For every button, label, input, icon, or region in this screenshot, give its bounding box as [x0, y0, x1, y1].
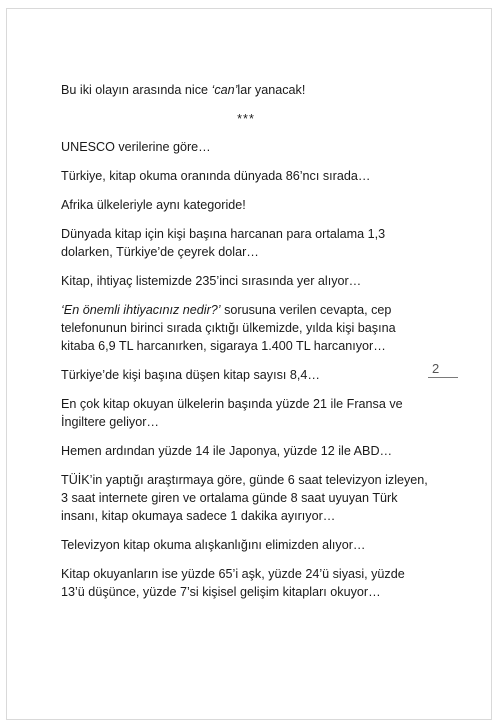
paragraph-12: Televizyon kitap okuma alışkanlığını elimizden alıyor…	[61, 538, 366, 552]
page-content	[61, 81, 431, 612]
section-separator: ***	[237, 112, 255, 126]
paragraph-6: Kitap, ihtiyaç listemizde 235’inci sırasında yer alıyor…	[61, 274, 362, 288]
paragraph-1: Bu iki olayın arasında nice ‘can’lar yanacak!	[61, 83, 306, 97]
document-page	[6, 8, 492, 720]
paragraph-9: En çok kitap okuyan ülkelerin başında yüzde 21 ile Fransa ve İngiltere geliyor…	[61, 397, 403, 429]
paragraph-13: Kitap okuyanların ise yüzde 65’i aşk, yüzde 24’ü siyasi, yüzde 13’ü düşünce, yüzde 7’si kişisel gelişim kitapları okuyor…	[61, 567, 405, 599]
paragraph-11: TÜİK’in yaptığı araştırmaya göre, günde 6 saat televizyon izleyen, 3 saat internete giren ve ortalama günde 8 saat uyuyan Türk insanı, kitap okumaya sadece 1 dakika ayırıyor…	[61, 473, 428, 523]
paragraph-2: UNESCO verilerine göre…	[61, 140, 211, 154]
paragraph-3: Türkiye, kitap okuma oranında dünyada 86’ncı sırada…	[61, 169, 371, 183]
page-number: 2	[428, 361, 458, 378]
paragraph-4: Afrika ülkeleriyle aynı kategoride!	[61, 198, 246, 212]
emphasis-can: ‘can’	[211, 83, 238, 97]
paragraph-7: ‘En önemli ihtiyacınız nedir?’ sorusuna verilen cevapta, cep telefonunun birinci sırada çıktığı ülkemizde, yılda kişi başına kitaba 6,9 TL harcanırken, sigaraya 1.400 TL harcanıyor…	[61, 303, 396, 353]
paragraph-5: Dünyada kitap için kişi başına harcanan para ortalama 1,3 dolarken, Türkiye’de çeyrek dolar…	[61, 227, 386, 259]
emphasis-question: ‘En önemli ihtiyacınız nedir?’	[61, 303, 221, 317]
paragraph-10: Hemen ardından yüzde 14 ile Japonya, yüzde 12 ile ABD…	[61, 444, 393, 458]
paragraph-8: Türkiye’de kişi başına düşen kitap sayısı 8,4…	[61, 368, 320, 382]
